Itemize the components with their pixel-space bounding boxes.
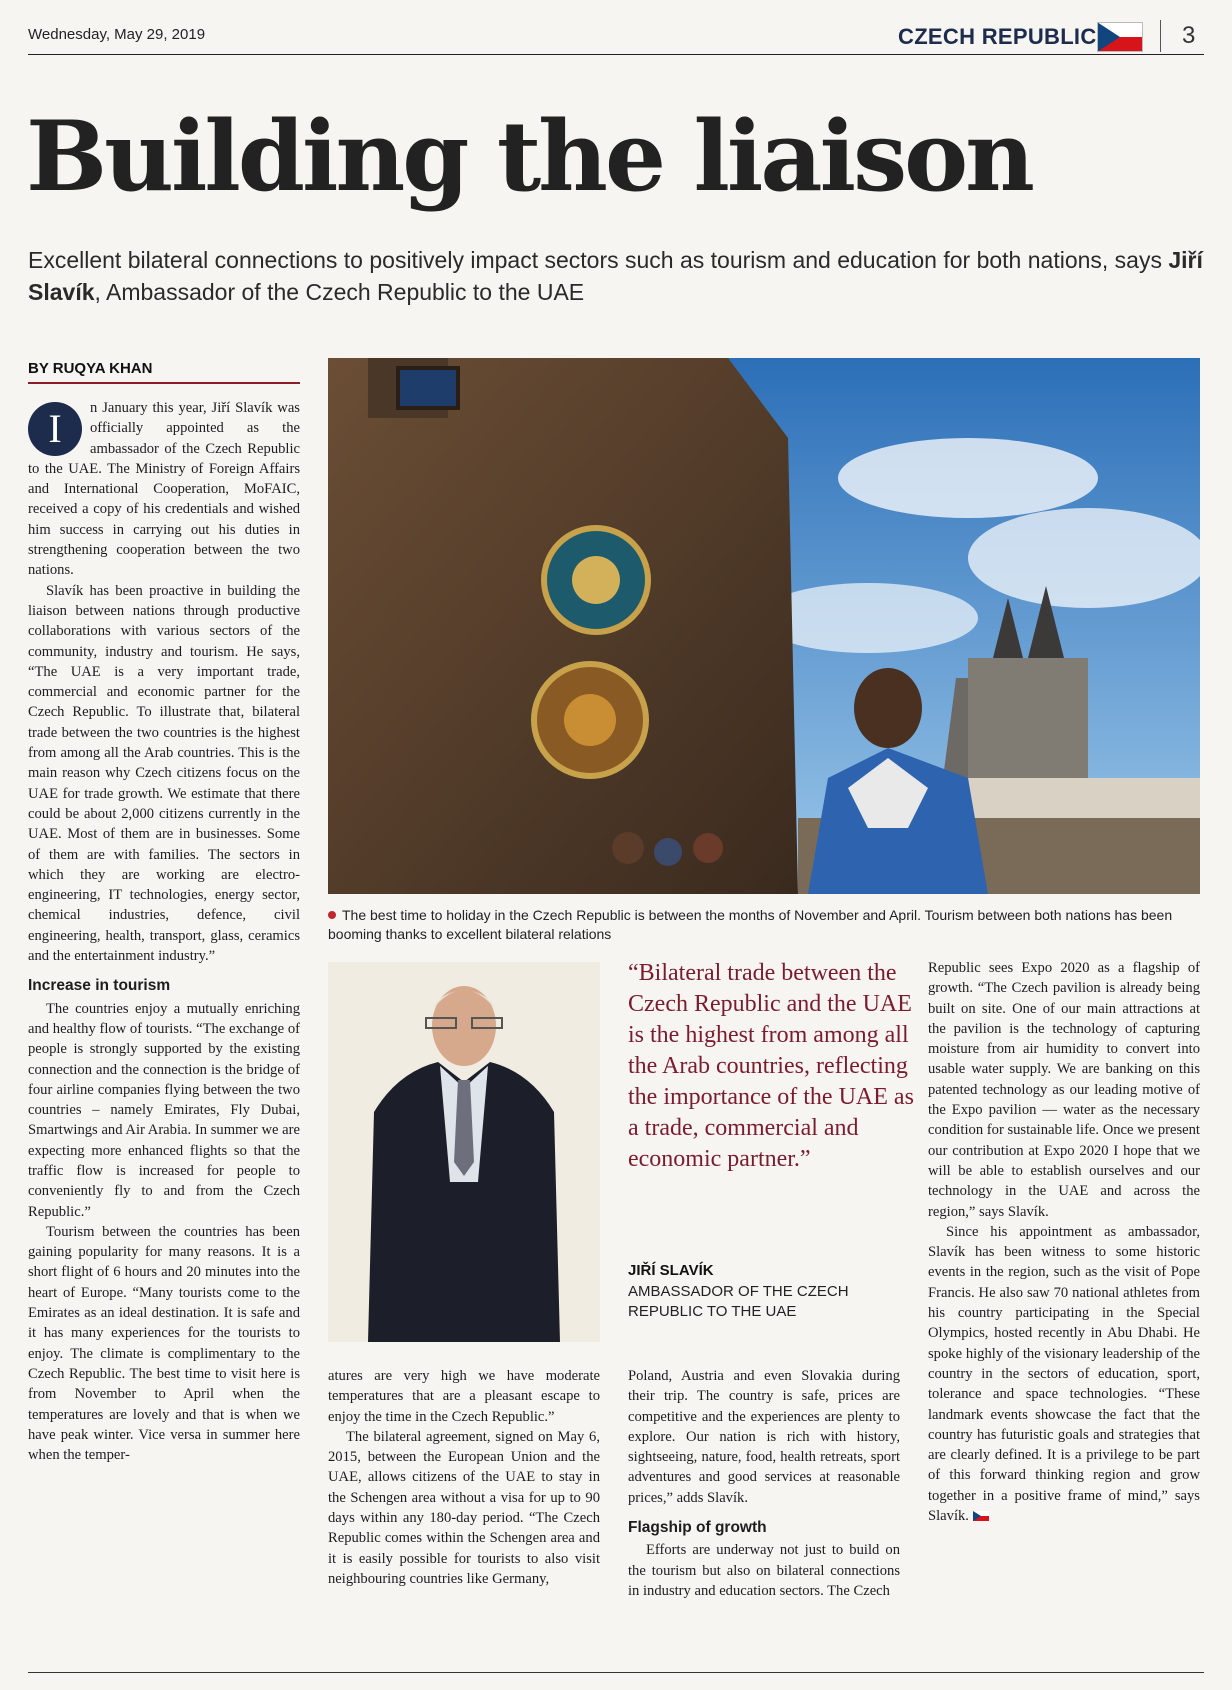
page-number: 3 xyxy=(1182,22,1196,49)
paragraph: Poland, Austria and even Slovakia during their trip. The country is safe, prices are competitive and the experiences are plenty to explore. Our nation is rich with history, sightseeing, nature, food, health retreats, sport adventures and good services at reasonable prices,” adds Slavík. xyxy=(628,1368,900,1506)
caption-bullet-icon xyxy=(328,911,336,919)
issue-date: Wednesday, May 29, 2019 xyxy=(28,26,206,43)
footer-rule xyxy=(28,1672,1204,1673)
paragraph: The countries enjoy a mutually enriching and healthy flow of tourists. “The exchange of people is strongly supported by the existing connection and the connection is the bridge of four airline companies flying between the two countries – namely Emirates, Fly Dubai, Smartwings and Air Arabia. In summer we are expecting more enhanced flights so that the traffic flow is increased for people to conveniently fly to and from the Czech Republic.” xyxy=(28,1000,300,1220)
czech-flag-icon xyxy=(1097,22,1143,52)
paragraph xyxy=(28,398,300,581)
deck-text: Excellent bilateral connections to positively impact sectors such as tourism and education for both nations, says xyxy=(28,247,1169,273)
header-divider xyxy=(1160,20,1161,52)
caption-text: The best time to holiday in the Czech Republic is between the months of November and April. Tourism between both nations has been booming thanks to excellent bilateral relations xyxy=(328,907,1173,942)
paragraph: The bilateral agreement, signed on May 6, 2015, between the European Union and the UAE, allows citizens of the UAE to stay in the Schengen area without a visa for up to 90 days within any 180-day period. “The Czech Republic comes within the Schengen area and it is easily possible for tourists to also visit neighbouring countries like Germany, xyxy=(328,1428,600,1587)
paragraph: Efforts are underway not just to build on the tourism but also on bilateral connections in industry and education sectors. The Czech xyxy=(628,1542,900,1599)
headline: Building the liaison xyxy=(26,100,1032,213)
subhead-tourism: Increase in tourism xyxy=(28,977,171,995)
photo-caption xyxy=(328,906,1200,944)
column-2 xyxy=(328,1366,600,1589)
paragraph: Republic sees Expo 2020 as a flagship of growth. “The Czech pavilion is already being built on site. One of our main attractions at the pavilion is the technology of capturing moisture from air humidity to convert into usable water supply. We are banking on this patented technology as our leading motive of the Expo pavilion — water as the necessary condition for sustainable life. Once we present our contribution at Expo 2020 I hope that we will be able to establish ourselves and our technology in the UAE and across the region,” says Slavík. xyxy=(928,960,1200,1220)
paragraph-text: n January this year, Jiří Slavík was officially appointed as the ambassador of the Czech Republic to the UAE. The Ministry of Foreign Affairs and International Cooperation, MoFAIC, received a copy of his credentials and wished him success in carrying out his duties in strengthening cooperation between the two nations. xyxy=(28,400,300,579)
column-4 xyxy=(928,958,1200,1526)
quote-attribution-name: JIŘÍ SLAVÍK xyxy=(628,1262,714,1279)
quote-attribution-title: AMBASSADOR OF THE CZECH REPUBLIC TO THE UAE xyxy=(628,1283,849,1320)
paragraph xyxy=(928,1222,1200,1526)
header-rule xyxy=(28,54,1204,55)
deck-name: Jiří Slavík xyxy=(28,247,1203,305)
section-title: CZECH REPUBLIC xyxy=(898,24,1097,49)
pull-quote: “Bilateral trade between the Czech Republic and the UAE is the highest from among all the Arab countries, reflecting the importance of the UAE as a trade, commercial and economic partner.” xyxy=(628,960,914,1172)
paragraph: Tourism between the countries has been gaining popularity for many reasons. It is a short flight of 6 hours and 20 minutes into the heart of Europe. “Many tourists come to the Emirates as an ideal destination. It is safe and it has many experiences for the tourists to enjoy. The climate is complimentary to the Czech Republic. The best time to visit here is from November to April when the temperatures are lovely and that is when we have peak winter. Vice versa in summer here when the temper- xyxy=(28,1223,300,1464)
column-1 xyxy=(28,398,300,1465)
drop-cap: I xyxy=(28,402,82,456)
column-3 xyxy=(628,1366,900,1601)
paragraph: Slavík has been proactive in building the liaison between nations through productive collaborations with various sectors of the community, industry and tourism. He says, “The UAE is a very important trade, commercial and economic partner for the Czech Republic. To illustrate that, bilateral trade between the two countries is the highest from among all the Arab countries. This is the main reason why Czech citizens focus on the UAE for trade growth. We estimate that there could be about 2,000 citizens currently in the UAE. Most of them are in businesses. Some of them are with families. The sectors in which they are working are electro-engineering, IT technologies, energy sector, chemical industries, defence, civil engineering, health, transport, glass, ceramics and the entertainment industry.” xyxy=(28,582,300,965)
prague-clock-photo xyxy=(328,358,1200,894)
ambassador-portrait xyxy=(328,962,600,1342)
subhead-flagship: Flagship of growth xyxy=(628,1519,767,1537)
deck-text-end: , Ambassador of the Czech Republic to the UAE xyxy=(94,279,585,305)
byline: BY RUQYA KHAN xyxy=(28,360,300,384)
end-flag-icon xyxy=(973,1511,989,1521)
deck xyxy=(28,244,1208,308)
paragraph-text: Since his appointment as ambassador, Slavík has been witness to some historic events in the region, such as the visit of Pope Francis. He also saw 70 national athletes from his country participating in the Special Olympics, hosted recently in Abu Dhabi. He spoke highly of the visionary leadership of the country in the sectors of education, sport, tolerance and space technologies. “These landmark events showcase the fact that the country has futuristic goals and strategies that are clearly defined. It is a privilege to be part of this forward thinking region and grow together in a positive frame of mind,” says Slavík. xyxy=(928,1223,1200,1525)
paragraph: atures are very high we have moderate temperatures that are a pleasant escape to enjoy the time in the Czech Republic.” xyxy=(328,1368,600,1425)
